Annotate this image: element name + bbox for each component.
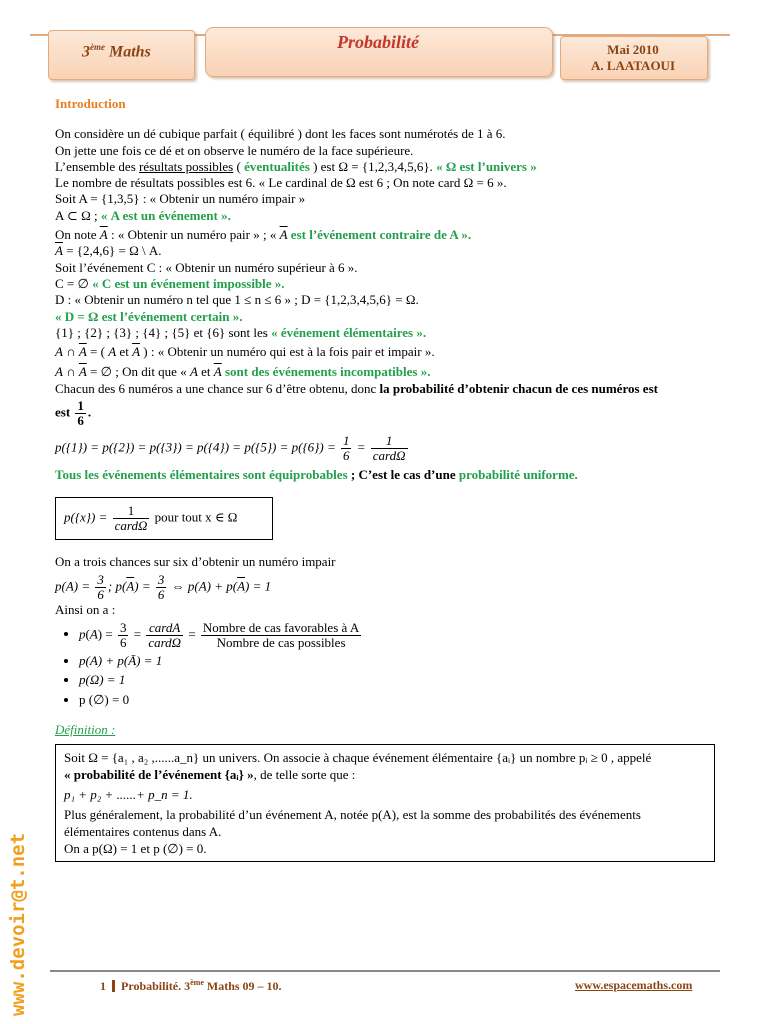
definition-line: p₁ + p₂ + ......+ p_n = 1. [64,787,193,803]
author-label: A. LAATAOUI [590,58,676,73]
page-number: 1 [100,979,106,993]
paragraph-line: C = ∅ « C est un événement impossible ». [55,275,285,291]
paragraph-line: Soit A = {1,3,5} : « Obtenir un numéro impair » [55,191,306,207]
paragraph-line: On a trois chances sur six d’obtenir un numéro impair [55,554,336,570]
property-list [55,621,715,708]
definition-line: On a p(Ω) = 1 et p (∅) = 0. [64,841,207,857]
paragraph-line: A ∩ $\overline{A}$ = ( A et $\overline{A}$ ) : « Obtenir un numéro qui est à la fois pair et impair ». [55,344,435,360]
paragraph-line: « D = Ω est l’événement certain ». [55,308,243,324]
paragraph-line: On note $\overline{A}$ : « Obtenir un numéro pair » ; « $\overline{A}$ est l’événement contraire de A ». [55,227,472,243]
paragraph-line: D : « Obtenir un numéro n tel que 1 ≤ n ≤ 6 » ; D = {1,2,3,4,5,6} = Ω. [55,292,419,308]
list-item: • p(A) + p(Ā) = 1 [79,653,715,669]
list-item: • p(Ω) = 1 [79,672,715,688]
paragraph-line: On considère un dé cubique parfait ( équilibré ) dont les faces sont numérotés de 1 à 6. [55,126,506,142]
paragraph-line: {1} ; {2} ; {3} ; {4} ; {5} et {6} sont les « événement élémentaires ». [55,324,427,340]
definition-line: Plus généralement, la probabilité d’un événement A, notée p(A), est la somme des probabilités des événements élémentaires contenus dans A. [64,807,641,840]
section-heading-definition: Définition : [55,721,116,737]
document-body [55,96,715,862]
paragraph-line: Ainsi on a : [55,601,116,617]
paragraph-line: Chacun des 6 numéros a une chance sur 6 d’être obtenu, donc la probabilité d’obtenir chacun de ces numéros est [55,380,658,396]
paragraph-line: Tous les événements élémentaires sont équiprobables ; C’est le cas d’une probabilité uniforme. [55,467,578,483]
watermark-logo [4,820,30,1020]
paragraph-line: On jette une fois ce dé et on observe le numéro de la face supérieure. [55,142,414,158]
paragraph-line: A ∩ $\overline{A}$ = ∅ ; On dit que « A et $\overline{A}$ sont des événements incompatibles ». [55,364,431,380]
fraction-one-sixth: $\frac{1}{6}$ [77,398,84,429]
section-heading-introduction: Introduction [55,96,126,111]
formula-line: p({1}) = p({2}) = p({3}) = p({4}) = p({5}) = p({6}) = $\frac{1}{6}$ = $\frac{1}{\text{cardΩ}}$ [55,433,406,464]
footer-link[interactable]: www.espacemaths.com [575,978,693,992]
formula-box-uniform: p({x}) = $\frac{1}{\text{cardΩ}}$ pour tout x ∈ Ω [55,497,273,540]
svg-text:www.devoir@t.net: www.devoir@t.net [7,832,29,1016]
footer-label: 1 Probabilité. 3ème Maths 09 – 10. [100,978,282,993]
list-item: • p (∅) = 0 [79,692,715,708]
paragraph-line: L’ensemble des résultats possibles ( éventualités ) est Ω = {1,2,3,4,5,6}. « Ω est l’univers » [55,158,537,174]
definition-line: « probabilité de l’événement {aᵢ} », de telle sorte que : [64,767,356,783]
definition-line: Soit Ω = {a₁ , a₂ ,......a_n} un univers. On associe à chaque événement élémentaire {aᵢ} un nombre pᵢ ≥ 0 , appelé [64,750,652,766]
formula-line: p(A) = $\frac{3}{6}$ ; $p(\overline{A})$ = $\frac{3}{6}$ ⇔ $p(A) + p(\overline{A}) = 1$ [55,571,272,602]
definition-box [55,744,715,862]
paragraph-line: est $\frac{1}{6}$ . [55,398,92,429]
class-label: 3ème Maths [82,42,151,61]
paragraph-line: A ⊂ Ω ; « A est un événement ». [55,207,231,223]
header-meta [560,42,706,74]
page-title: Probabilité [337,32,419,52]
date-label: Mai 2010 [607,42,659,57]
paragraph-line: Soit l’événement C : « Obtenir un numéro supérieur à 6 ». [55,259,358,275]
footer-rule [50,970,720,972]
list-item: • p(A) = $\frac{3}{6}$ = $\frac{\text{cardA}}{\text{cardΩ}}$ = $\frac{\text{Nombre de cas favorables à A}}{\text{Nombre de cas possibles}}$ [79,621,715,650]
paragraph-line: $\overline{A} = \{2,4,6\} = \Omega$ \ A. [55,243,162,259]
paragraph-line: Le nombre de résultats possibles est 6. « Le cardinal de Ω est 6 ; On note card Ω = 6 ». [55,175,507,191]
